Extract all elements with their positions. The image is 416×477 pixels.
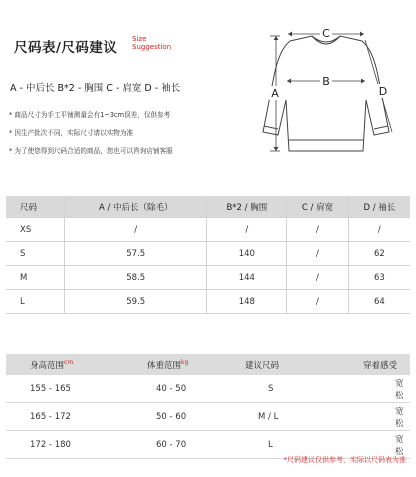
weight-cell: 60 - 70 <box>146 431 244 459</box>
sleeve-cell: 62 <box>348 242 410 266</box>
size-cell: L <box>6 290 65 314</box>
note-contact-service: * 为了使您得到尺码合适的商品，您也可以咨询店铺客服 <box>9 147 173 155</box>
chest-cell: 144 <box>207 266 287 290</box>
height-cell: 155 - 165 <box>6 375 146 403</box>
size-table <box>6 196 410 314</box>
fit-cell: 宽松 <box>362 431 410 459</box>
rec-header-size: 建议尺码 <box>244 354 362 375</box>
weight-cell: 50 - 60 <box>146 403 244 431</box>
shoulder-cell: / <box>287 266 349 290</box>
table-row <box>6 290 410 314</box>
measurement-legend: A - 中后长 B*2 - 胸围 C - 肩宽 D - 袖长 <box>10 83 181 94</box>
sweater-outline-icon <box>263 36 389 151</box>
table-row <box>6 242 410 266</box>
recommendation-table <box>6 354 410 459</box>
recommendation-header <box>6 354 410 375</box>
table-row <box>6 266 410 290</box>
sleeve-cell: / <box>348 218 410 242</box>
diagram-label-b: B <box>322 75 330 88</box>
chest-cell: 140 <box>207 242 287 266</box>
rec-size-cell: L <box>244 431 362 459</box>
size-header-sleeve: D / 袖长 <box>348 196 410 218</box>
table-row <box>6 218 410 242</box>
diagram-label-a: A <box>271 87 279 100</box>
fit-cell: 宽松 <box>362 375 410 403</box>
chest-cell: 148 <box>207 290 287 314</box>
rec-header-height <box>6 354 146 375</box>
table-row <box>6 375 410 403</box>
shoulder-cell: / <box>287 218 349 242</box>
note-measurement-error: * 商品尺寸为手工平铺测量会有1~3cm误差，仅供参考 <box>9 111 171 119</box>
size-header-chest: B*2 / 胸围 <box>207 196 287 218</box>
title-en-line2: Suggestion <box>132 43 172 51</box>
chest-cell: / <box>207 218 287 242</box>
size-header-size: 尺码 <box>6 196 65 218</box>
sweater-diagram <box>240 14 410 164</box>
fit-cell: 宽松 <box>362 403 410 431</box>
rec-size-cell: S <box>244 375 362 403</box>
rec-header-weight-label: 体重范围 <box>147 360 182 371</box>
note-batch-difference: * 因生产批次不同，实际尺寸请以实物为准 <box>9 129 134 137</box>
shoulder-cell: / <box>287 242 349 266</box>
length-cell: 58.5 <box>65 266 207 290</box>
rec-header-height-unit: cm <box>64 358 74 366</box>
size-cell: XS <box>6 218 65 242</box>
rec-size-cell: M / L <box>244 403 362 431</box>
footnote: *尺码建议仅供参考，实际以尺码表为准 <box>283 456 406 464</box>
rec-header-weight <box>146 354 244 375</box>
length-cell: 57.5 <box>65 242 207 266</box>
length-cell: 59.5 <box>65 290 207 314</box>
rec-header-fit: 穿着感受 <box>362 354 410 375</box>
diagram-label-c: C <box>322 27 330 40</box>
table-row <box>6 403 410 431</box>
shoulder-cell: / <box>287 290 349 314</box>
size-cell: M <box>6 266 65 290</box>
page-title: 尺码表/尺码建议 <box>14 40 118 56</box>
sleeve-cell: 63 <box>348 266 410 290</box>
size-table-header <box>6 196 410 218</box>
page-title-english <box>132 35 171 51</box>
diagram-label-d: D <box>378 85 388 98</box>
rec-header-height-label: 身高范围 <box>30 360 65 371</box>
size-cell: S <box>6 242 65 266</box>
weight-cell: 40 - 50 <box>146 375 244 403</box>
title-en-line1: Size <box>132 35 147 43</box>
size-header-length: A / 中后长（除毛） <box>65 196 207 218</box>
size-header-shoulder: C / 肩宽 <box>287 196 349 218</box>
sleeve-cell: 64 <box>348 290 410 314</box>
length-cell: / <box>65 218 207 242</box>
height-cell: 172 - 180 <box>6 431 146 459</box>
rec-header-weight-unit: kg <box>181 358 189 366</box>
height-cell: 165 - 172 <box>6 403 146 431</box>
